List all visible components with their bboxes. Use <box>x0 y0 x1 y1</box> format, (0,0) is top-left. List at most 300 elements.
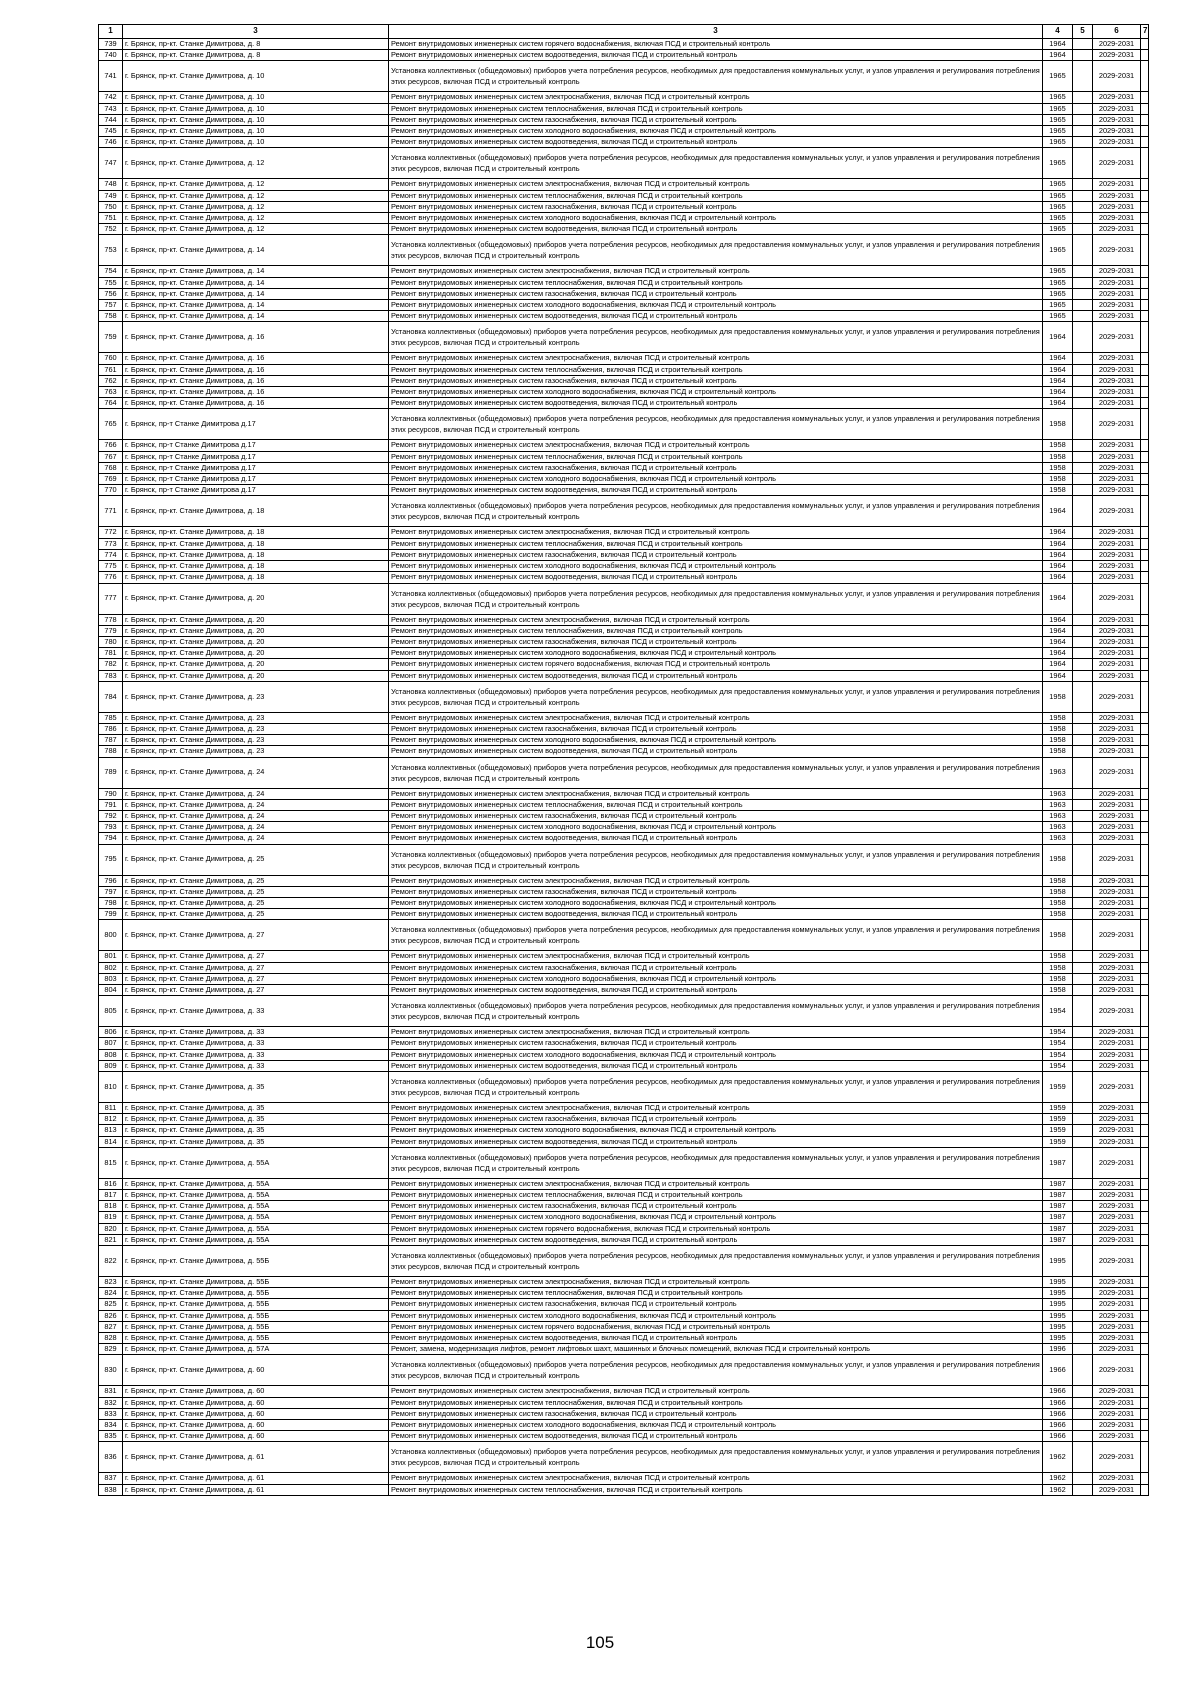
empty-cell <box>1141 549 1149 560</box>
header-cell: 5 <box>1073 25 1093 39</box>
address-cell: г. Брянск, пр-кт. Станке Димитрова, д. 16 <box>123 398 389 409</box>
empty-cell <box>1141 746 1149 757</box>
row-number: 835 <box>99 1431 123 1442</box>
year-cell: 1995 <box>1043 1310 1073 1321</box>
work-description-cell: Установка коллективных (общедомовых) приборов учета потребления ресурсов, необходимых для предоставления коммунальных услуг, и узлов управления и регулирования потребления этих ресурсов, включая ПСД и строительный контроль <box>389 1147 1043 1178</box>
row-number: 748 <box>99 179 123 190</box>
empty-cell <box>1141 886 1149 897</box>
empty-cell <box>1141 114 1149 125</box>
period-cell: 2029-2031 <box>1093 670 1141 681</box>
address-cell: г. Брянск, пр-кт. Станке Димитрова, д. 25 <box>123 897 389 908</box>
period-cell: 2029-2031 <box>1093 1190 1141 1201</box>
table-row <box>99 1321 1149 1332</box>
row-number: 816 <box>99 1178 123 1189</box>
year-cell: 1954 <box>1043 1049 1073 1060</box>
work-description-cell: Ремонт внутридомовых инженерных систем теплоснабжения, включая ПСД и строительный контроль <box>389 1190 1043 1201</box>
address-cell: г. Брянск, пр-кт. Станке Димитрова, д. 55Б <box>123 1321 389 1332</box>
row-number: 806 <box>99 1027 123 1038</box>
empty-cell <box>1141 909 1149 920</box>
table-row <box>99 659 1149 670</box>
period-cell: 2029-2031 <box>1093 735 1141 746</box>
header-cell: 3 <box>389 25 1043 39</box>
year-cell: 1959 <box>1043 1125 1073 1136</box>
year-cell: 1964 <box>1043 583 1073 614</box>
table-body <box>99 25 1149 1496</box>
address-cell: г. Брянск, пр-кт. Станке Димитрова, д. 24 <box>123 810 389 821</box>
work-description-cell: Ремонт внутридомовых инженерных систем водоотведения, включая ПСД и строительный контроль <box>389 1136 1043 1147</box>
work-description-cell: Ремонт внутридомовых инженерных систем горячего водоснабжения, включая ПСД и строительный контроль <box>389 1223 1043 1234</box>
table-row <box>99 1223 1149 1234</box>
header-cell: 3 <box>123 25 389 39</box>
empty-cell <box>1073 670 1093 681</box>
period-cell: 2029-2031 <box>1093 213 1141 224</box>
work-description-cell: Ремонт внутридомовых инженерных систем горячего водоснабжения, включая ПСД и строительный контроль <box>389 39 1043 50</box>
row-number: 825 <box>99 1299 123 1310</box>
address-cell: г. Брянск, пр-кт. Станке Димитрова, д. 20 <box>123 648 389 659</box>
work-description-cell: Ремонт внутридомовых инженерных систем холодного водоснабжения, включая ПСД и строительный контроль <box>389 1212 1043 1223</box>
empty-cell <box>1073 1344 1093 1355</box>
empty-cell <box>1073 235 1093 266</box>
address-cell: г. Брянск, пр-кт. Станке Димитрова, д. 60 <box>123 1431 389 1442</box>
year-cell: 1958 <box>1043 409 1073 440</box>
year-cell: 1958 <box>1043 909 1073 920</box>
year-cell: 1964 <box>1043 625 1073 636</box>
row-number: 836 <box>99 1442 123 1473</box>
period-cell: 2029-2031 <box>1093 137 1141 148</box>
empty-cell <box>1073 485 1093 496</box>
empty-cell <box>1141 984 1149 995</box>
work-description-cell: Установка коллективных (общедомовых) приборов учета потребления ресурсов, необходимых для предоставления коммунальных услуг, и узлов управления и регулирования потребления этих ресурсов, включая ПСД и строительный контроль <box>389 148 1043 179</box>
address-cell: г. Брянск, пр-кт. Станке Димитрова, д. 16 <box>123 322 389 353</box>
period-cell: 2029-2031 <box>1093 822 1141 833</box>
empty-cell <box>1073 746 1093 757</box>
work-description-cell: Ремонт внутридомовых инженерных систем газоснабжения, включая ПСД и строительный контроль <box>389 810 1043 821</box>
empty-cell <box>1141 213 1149 224</box>
year-cell: 1958 <box>1043 984 1073 995</box>
row-number: 758 <box>99 311 123 322</box>
year-cell: 1958 <box>1043 897 1073 908</box>
empty-cell <box>1141 1355 1149 1386</box>
address-cell: г. Брянск, пр-кт. Станке Димитрова, д. 33 <box>123 996 389 1027</box>
empty-cell <box>1073 1125 1093 1136</box>
period-cell: 2029-2031 <box>1093 1408 1141 1419</box>
table-row <box>99 1178 1149 1189</box>
empty-cell <box>1141 1420 1149 1431</box>
row-number: 827 <box>99 1321 123 1332</box>
empty-cell <box>1141 474 1149 485</box>
work-description-cell: Установка коллективных (общедомовых) приборов учета потребления ресурсов, необходимых для предоставления коммунальных услуг, и узлов управления и регулирования потребления этих ресурсов, включая ПСД и строительный контроль <box>389 322 1043 353</box>
row-number: 818 <box>99 1201 123 1212</box>
empty-cell <box>1141 496 1149 527</box>
table-row <box>99 723 1149 734</box>
work-description-cell: Ремонт внутридомовых инженерных систем холодного водоснабжения, включая ПСД и строительный контроль <box>389 648 1043 659</box>
year-cell: 1958 <box>1043 712 1073 723</box>
work-description-cell: Ремонт внутридомовых инженерных систем холодного водоснабжения, включая ПСД и строительный контроль <box>389 213 1043 224</box>
table-row <box>99 583 1149 614</box>
address-cell: г. Брянск, пр-кт. Станке Димитрова, д. 16 <box>123 353 389 364</box>
empty-cell <box>1073 92 1093 103</box>
work-description-cell: Ремонт внутридомовых инженерных систем электроснабжения, включая ПСД и строительный контроль <box>389 1473 1043 1484</box>
row-number: 754 <box>99 266 123 277</box>
empty-cell <box>1141 1473 1149 1484</box>
empty-cell <box>1141 1277 1149 1288</box>
year-cell: 1965 <box>1043 137 1073 148</box>
table-row <box>99 179 1149 190</box>
address-cell: г. Брянск, пр-кт. Станке Димитрова, д. 55А <box>123 1234 389 1245</box>
year-cell: 1964 <box>1043 353 1073 364</box>
year-cell: 1964 <box>1043 648 1073 659</box>
year-cell: 1964 <box>1043 549 1073 560</box>
work-description-cell: Ремонт внутридомовых инженерных систем теплоснабжения, включая ПСД и строительный контроль <box>389 364 1043 375</box>
address-cell: г. Брянск, пр-кт. Станке Димитрова, д. 12 <box>123 224 389 235</box>
period-cell: 2029-2031 <box>1093 201 1141 212</box>
empty-cell <box>1141 951 1149 962</box>
table-row <box>99 833 1149 844</box>
row-number: 831 <box>99 1386 123 1397</box>
empty-cell <box>1073 375 1093 386</box>
work-description-cell: Ремонт внутридомовых инженерных систем электроснабжения, включая ПСД и строительный контроль <box>389 951 1043 962</box>
empty-cell <box>1141 1246 1149 1277</box>
empty-cell <box>1141 572 1149 583</box>
period-cell: 2029-2031 <box>1093 810 1141 821</box>
row-number: 769 <box>99 474 123 485</box>
period-cell: 2029-2031 <box>1093 353 1141 364</box>
row-number: 830 <box>99 1355 123 1386</box>
address-cell: г. Брянск, пр-кт. Станке Димитрова, д. 60 <box>123 1386 389 1397</box>
year-cell: 1995 <box>1043 1299 1073 1310</box>
address-cell: г. Брянск, пр-т Станке Димитрова д.17 <box>123 409 389 440</box>
year-cell: 1962 <box>1043 1473 1073 1484</box>
empty-cell <box>1073 1277 1093 1288</box>
work-description-cell: Ремонт внутридомовых инженерных систем водоотведения, включая ПСД и строительный контроль <box>389 311 1043 322</box>
address-cell: г. Брянск, пр-кт. Станке Димитрова, д. 14 <box>123 311 389 322</box>
work-description-cell: Ремонт внутридомовых инженерных систем теплоснабжения, включая ПСД и строительный контроль <box>389 625 1043 636</box>
empty-cell <box>1141 277 1149 288</box>
table-row <box>99 1288 1149 1299</box>
empty-cell <box>1073 496 1093 527</box>
empty-cell <box>1141 1102 1149 1113</box>
period-cell: 2029-2031 <box>1093 277 1141 288</box>
row-number: 768 <box>99 462 123 473</box>
empty-cell <box>1141 1125 1149 1136</box>
empty-cell <box>1073 1288 1093 1299</box>
empty-cell <box>1073 190 1093 201</box>
period-cell: 2029-2031 <box>1093 311 1141 322</box>
work-description-cell: Ремонт внутридомовых инженерных систем электроснабжения, включая ПСД и строительный контроль <box>389 266 1043 277</box>
row-number: 822 <box>99 1246 123 1277</box>
table-row <box>99 103 1149 114</box>
table-row <box>99 614 1149 625</box>
empty-cell <box>1073 538 1093 549</box>
row-number: 795 <box>99 844 123 875</box>
empty-cell <box>1141 266 1149 277</box>
year-cell: 1966 <box>1043 1355 1073 1386</box>
row-number: 752 <box>99 224 123 235</box>
row-number: 753 <box>99 235 123 266</box>
table-row <box>99 311 1149 322</box>
address-cell: г. Брянск, пр-кт. Станке Димитрова, д. 55А <box>123 1190 389 1201</box>
work-description-cell: Ремонт внутридомовых инженерных систем водоотведения, включая ПСД и строительный контроль <box>389 909 1043 920</box>
period-cell: 2029-2031 <box>1093 1397 1141 1408</box>
period-cell: 2029-2031 <box>1093 799 1141 810</box>
row-number: 814 <box>99 1136 123 1147</box>
table-row <box>99 561 1149 572</box>
header-cell: 4 <box>1043 25 1073 39</box>
period-cell: 2029-2031 <box>1093 527 1141 538</box>
table-row <box>99 1333 1149 1344</box>
table-row <box>99 822 1149 833</box>
table-row <box>99 364 1149 375</box>
year-cell: 1965 <box>1043 179 1073 190</box>
empty-cell <box>1141 799 1149 810</box>
table-row <box>99 1246 1149 1277</box>
work-description-cell: Ремонт внутридомовых инженерных систем водоотведения, включая ПСД и строительный контроль <box>389 1234 1043 1245</box>
row-number: 838 <box>99 1484 123 1495</box>
work-description-cell: Ремонт внутридомовых инженерных систем электроснабжения, включая ПСД и строительный контроль <box>389 1386 1043 1397</box>
empty-cell <box>1141 844 1149 875</box>
work-description-cell: Ремонт внутридомовых инженерных систем водоотведения, включая ПСД и строительный контроль <box>389 224 1043 235</box>
address-cell: г. Брянск, пр-кт. Станке Димитрова, д. 12 <box>123 190 389 201</box>
row-number: 779 <box>99 625 123 636</box>
table-row <box>99 527 1149 538</box>
empty-cell <box>1141 670 1149 681</box>
table-row <box>99 909 1149 920</box>
table-row <box>99 951 1149 962</box>
table-row <box>99 148 1149 179</box>
address-cell: г. Брянск, пр-т Станке Димитрова д.17 <box>123 474 389 485</box>
work-description-cell: Ремонт внутридомовых инженерных систем электроснабжения, включая ПСД и строительный контроль <box>389 712 1043 723</box>
empty-cell <box>1073 462 1093 473</box>
empty-cell <box>1073 353 1093 364</box>
row-number: 834 <box>99 1420 123 1431</box>
row-number: 788 <box>99 746 123 757</box>
address-cell: г. Брянск, пр-кт. Станке Димитрова, д. 61 <box>123 1484 389 1495</box>
year-cell: 1962 <box>1043 1442 1073 1473</box>
empty-cell <box>1141 1147 1149 1178</box>
work-description-cell: Установка коллективных (общедомовых) приборов учета потребления ресурсов, необходимых для предоставления коммунальных услуг, и узлов управления и регулирования потребления этих ресурсов, включая ПСД и строительный контроль <box>389 1071 1043 1102</box>
table-row <box>99 1310 1149 1321</box>
empty-cell <box>1141 409 1149 440</box>
empty-cell <box>1073 311 1093 322</box>
work-description-cell: Установка коллективных (общедомовых) приборов учета потребления ресурсов, необходимых для предоставления коммунальных услуг, и узлов управления и регулирования потребления этих ресурсов, включая ПСД и строительный контроль <box>389 681 1043 712</box>
year-cell: 1959 <box>1043 1071 1073 1102</box>
work-description-cell: Ремонт внутридомовых инженерных систем газоснабжения, включая ПСД и строительный контроль <box>389 723 1043 734</box>
period-cell: 2029-2031 <box>1093 1299 1141 1310</box>
table-row <box>99 1136 1149 1147</box>
table-row <box>99 235 1149 266</box>
year-cell: 1964 <box>1043 572 1073 583</box>
empty-cell <box>1073 1397 1093 1408</box>
row-number: 774 <box>99 549 123 560</box>
year-cell: 1966 <box>1043 1431 1073 1442</box>
empty-cell <box>1073 723 1093 734</box>
address-cell: г. Брянск, пр-кт. Станке Димитрова, д. 12 <box>123 213 389 224</box>
empty-cell <box>1141 190 1149 201</box>
address-cell: г. Брянск, пр-кт. Станке Димитрова, д. 18 <box>123 538 389 549</box>
year-cell: 1958 <box>1043 951 1073 962</box>
empty-cell <box>1073 103 1093 114</box>
empty-cell <box>1073 909 1093 920</box>
empty-cell <box>1073 572 1093 583</box>
work-description-cell: Ремонт внутридомовых инженерных систем холодного водоснабжения, включая ПСД и строительный контроль <box>389 300 1043 311</box>
address-cell: г. Брянск, пр-кт. Станке Димитрова, д. 33 <box>123 1038 389 1049</box>
row-number: 782 <box>99 659 123 670</box>
empty-cell <box>1073 1321 1093 1332</box>
work-description-cell: Ремонт внутридомовых инженерных систем электроснабжения, включая ПСД и строительный контроль <box>389 527 1043 538</box>
period-cell: 2029-2031 <box>1093 1212 1141 1223</box>
table-row <box>99 897 1149 908</box>
table-row <box>99 844 1149 875</box>
year-cell: 1964 <box>1043 614 1073 625</box>
table-row <box>99 996 1149 1027</box>
row-number: 824 <box>99 1288 123 1299</box>
empty-cell <box>1141 712 1149 723</box>
address-cell: г. Брянск, пр-кт. Станке Димитрова, д. 33 <box>123 1060 389 1071</box>
table-row <box>99 451 1149 462</box>
period-cell: 2029-2031 <box>1093 951 1141 962</box>
empty-cell <box>1141 322 1149 353</box>
work-description-cell: Установка коллективных (общедомовых) приборов учета потребления ресурсов, необходимых для предоставления коммунальных услуг, и узлов управления и регулирования потребления этих ресурсов, включая ПСД и строительный контроль <box>389 996 1043 1027</box>
work-description-cell: Установка коллективных (общедомовых) приборов учета потребления ресурсов, необходимых для предоставления коммунальных услуг, и узлов управления и регулирования потребления этих ресурсов, включая ПСД и строительный контроль <box>389 757 1043 788</box>
year-cell: 1965 <box>1043 235 1073 266</box>
address-cell: г. Брянск, пр-кт. Станке Димитрова, д. 55А <box>123 1201 389 1212</box>
table-row <box>99 1397 1149 1408</box>
table-row <box>99 712 1149 723</box>
work-description-cell: Ремонт внутридомовых инженерных систем водоотведения, включая ПСД и строительный контроль <box>389 746 1043 757</box>
row-number: 826 <box>99 1310 123 1321</box>
table-row <box>99 984 1149 995</box>
address-cell: г. Брянск, пр-кт. Станке Димитрова, д. 55А <box>123 1212 389 1223</box>
year-cell: 1965 <box>1043 126 1073 137</box>
work-description-cell: Ремонт внутридомовых инженерных систем газоснабжения, включая ПСД и строительный контроль <box>389 462 1043 473</box>
row-number: 802 <box>99 962 123 973</box>
address-cell: г. Брянск, пр-кт. Станке Димитрова, д. 27 <box>123 962 389 973</box>
period-cell: 2029-2031 <box>1093 723 1141 734</box>
period-cell: 2029-2031 <box>1093 636 1141 647</box>
empty-cell <box>1073 1386 1093 1397</box>
period-cell: 2029-2031 <box>1093 886 1141 897</box>
work-description-cell: Ремонт внутридомовых инженерных систем газоснабжения, включая ПСД и строительный контроль <box>389 636 1043 647</box>
empty-cell <box>1141 757 1149 788</box>
period-cell: 2029-2031 <box>1093 1049 1141 1060</box>
empty-cell <box>1073 1473 1093 1484</box>
empty-cell <box>1141 583 1149 614</box>
table-row <box>99 735 1149 746</box>
address-cell: г. Брянск, пр-кт. Станке Димитрова, д. 57А <box>123 1344 389 1355</box>
year-cell: 1987 <box>1043 1178 1073 1189</box>
table-row <box>99 962 1149 973</box>
address-cell: г. Брянск, пр-кт. Станке Димитрова, д. 55А <box>123 1223 389 1234</box>
table-row <box>99 61 1149 92</box>
address-cell: г. Брянск, пр-кт. Станке Димитрова, д. 20 <box>123 625 389 636</box>
row-number: 756 <box>99 288 123 299</box>
year-cell: 1958 <box>1043 462 1073 473</box>
empty-cell <box>1073 1049 1093 1060</box>
empty-cell <box>1141 962 1149 973</box>
empty-cell <box>1073 137 1093 148</box>
register-sheet <box>98 24 1148 1496</box>
empty-cell <box>1073 920 1093 951</box>
empty-cell <box>1141 1049 1149 1060</box>
year-cell: 1964 <box>1043 561 1073 572</box>
year-cell: 1965 <box>1043 148 1073 179</box>
period-cell: 2029-2031 <box>1093 1344 1141 1355</box>
address-cell: г. Брянск, пр-кт. Станке Димитрова, д. 55Б <box>123 1299 389 1310</box>
table-row <box>99 190 1149 201</box>
address-cell: г. Брянск, пр-кт. Станке Димитрова, д. 18 <box>123 572 389 583</box>
address-cell: г. Брянск, пр-т Станке Димитрова д.17 <box>123 485 389 496</box>
header-cell: 1 <box>99 25 123 39</box>
period-cell: 2029-2031 <box>1093 538 1141 549</box>
address-cell: г. Брянск, пр-т Станке Димитрова д.17 <box>123 440 389 451</box>
work-description-cell: Ремонт внутридомовых инженерных систем газоснабжения, включая ПСД и строительный контроль <box>389 375 1043 386</box>
work-description-cell: Ремонт внутридомовых инженерных систем водоотведения, включая ПСД и строительный контроль <box>389 984 1043 995</box>
empty-cell <box>1141 897 1149 908</box>
address-cell: г. Брянск, пр-кт. Станке Димитрова, д. 10 <box>123 61 389 92</box>
work-description-cell: Ремонт внутридомовых инженерных систем водоотведения, включая ПСД и строительный контроль <box>389 485 1043 496</box>
table-row <box>99 810 1149 821</box>
empty-cell <box>1073 614 1093 625</box>
row-number: 837 <box>99 1473 123 1484</box>
empty-cell <box>1073 398 1093 409</box>
work-description-cell: Ремонт внутридомовых инженерных систем электроснабжения, включая ПСД и строительный контроль <box>389 1277 1043 1288</box>
period-cell: 2029-2031 <box>1093 572 1141 583</box>
work-description-cell: Ремонт внутридомовых инженерных систем горячего водоснабжения, включая ПСД и строительный контроль <box>389 1321 1043 1332</box>
row-number: 789 <box>99 757 123 788</box>
work-description-cell: Ремонт внутридомовых инженерных систем газоснабжения, включая ПСД и строительный контроль <box>389 1299 1043 1310</box>
period-cell: 2029-2031 <box>1093 1201 1141 1212</box>
table-row <box>99 538 1149 549</box>
table-row <box>99 201 1149 212</box>
address-cell: г. Брянск, пр-кт. Станке Димитрова, д. 61 <box>123 1442 389 1473</box>
address-cell: г. Брянск, пр-т Станке Димитрова д.17 <box>123 451 389 462</box>
work-description-cell: Ремонт внутридомовых инженерных систем холодного водоснабжения, включая ПСД и строительный контроль <box>389 126 1043 137</box>
address-cell: г. Брянск, пр-кт. Станке Димитрова, д. 18 <box>123 527 389 538</box>
period-cell: 2029-2031 <box>1093 148 1141 179</box>
empty-cell <box>1073 277 1093 288</box>
year-cell: 1958 <box>1043 451 1073 462</box>
empty-cell <box>1141 1234 1149 1245</box>
year-cell: 1965 <box>1043 277 1073 288</box>
year-cell: 1964 <box>1043 538 1073 549</box>
empty-cell <box>1141 1190 1149 1201</box>
empty-cell <box>1141 625 1149 636</box>
address-cell: г. Брянск, пр-кт. Станке Димитрова, д. 20 <box>123 636 389 647</box>
row-number: 815 <box>99 1147 123 1178</box>
address-cell: г. Брянск, пр-кт. Станке Димитрова, д. 35 <box>123 1102 389 1113</box>
period-cell: 2029-2031 <box>1093 485 1141 496</box>
work-description-cell: Ремонт внутридомовых инженерных систем газоснабжения, включая ПСД и строительный контроль <box>389 114 1043 125</box>
empty-cell <box>1141 61 1149 92</box>
address-cell: г. Брянск, пр-кт. Станке Димитрова, д. 61 <box>123 1473 389 1484</box>
row-number: 792 <box>99 810 123 821</box>
empty-cell <box>1073 1310 1093 1321</box>
work-description-cell: Ремонт внутридомовых инженерных систем газоснабжения, включая ПСД и строительный контроль <box>389 962 1043 973</box>
year-cell: 1958 <box>1043 875 1073 886</box>
table-row <box>99 213 1149 224</box>
empty-cell <box>1141 440 1149 451</box>
year-cell: 1963 <box>1043 822 1073 833</box>
period-cell: 2029-2031 <box>1093 549 1141 560</box>
year-cell: 1958 <box>1043 844 1073 875</box>
period-cell: 2029-2031 <box>1093 322 1141 353</box>
table-row <box>99 1484 1149 1495</box>
empty-cell <box>1141 137 1149 148</box>
empty-cell <box>1073 114 1093 125</box>
empty-cell <box>1073 409 1093 440</box>
empty-cell <box>1141 920 1149 951</box>
table-row <box>99 375 1149 386</box>
